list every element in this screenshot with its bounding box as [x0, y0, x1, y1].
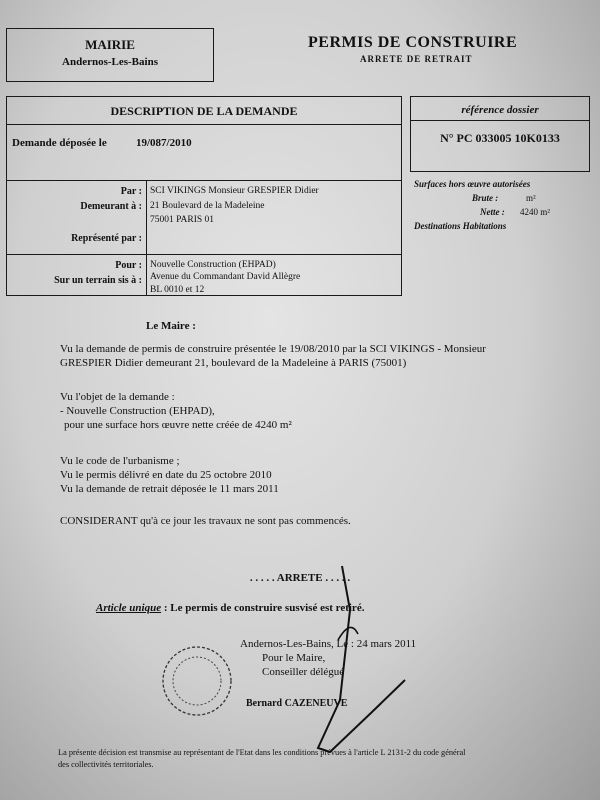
article-label: Article unique — [96, 602, 162, 614]
par-label: Par : — [120, 186, 142, 197]
vu-demande-line1: Vu la demande de permis de construire présentée le 19/08/2010 par la SCI VIKINGS - Monsieur — [60, 343, 486, 355]
signature-conseiller: Conseiller délégué — [262, 666, 345, 678]
signature-pour-maire: Pour le Maire, — [262, 652, 326, 664]
article-unique — [96, 602, 364, 614]
signature-place-date: Andernos-Les-Bains, Le : 24 mars 2011 — [240, 638, 417, 650]
objet-line2: - Nouvelle Construction (EHPAD), — [60, 405, 215, 417]
par-value: SCI VIKINGS Monsieur GRESPIER Didier — [150, 186, 319, 196]
surfaces-nette-value: 4240 m² — [520, 207, 550, 217]
arrete-heading: . . . . . ARRETE . . . . . — [249, 572, 351, 584]
vu-code: Vu le code de l'urbanisme ; — [60, 455, 180, 467]
mairie-town: Andernos-Les-Bains — [62, 56, 158, 68]
considerant: CONSIDERANT qu'à ce jour les travaux ne sont pas commencés. — [60, 515, 351, 527]
mairie-title: MAIRIE — [85, 37, 135, 52]
document-title: PERMIS DE CONSTRUIRE — [308, 34, 518, 51]
vu-demande-line2: GRESPIER Didier demeurant 21, boulevard de la Madeleine à PARIS (75001) — [60, 357, 407, 369]
pour-label: Pour : — [115, 260, 142, 271]
demeurant-line2: 75001 PARIS 01 — [150, 215, 215, 225]
handwritten-signature — [318, 566, 405, 752]
terrain-line2: BL 0010 et 12 — [150, 285, 205, 295]
footer-line1: La présente décision est transmise au représentant de l'Etat dans les conditions prévues à l'article L 2131-2 du code général — [58, 748, 466, 757]
surfaces-nette-label: Nette : — [480, 207, 505, 217]
vu-permis: Vu le permis délivré en date du 25 octobre 2010 — [60, 469, 272, 481]
deposit-date: 19/087/2010 — [136, 137, 192, 149]
description-title: DESCRIPTION DE LA DEMANDE — [110, 104, 298, 118]
objet-line1: Vu l'objet de la demande : — [60, 391, 175, 403]
demeurant-line1: 21 Boulevard de la Madeleine — [150, 201, 265, 211]
surfaces-destinations: Destinations Habitations — [414, 221, 507, 231]
le-maire: Le Maire : — [146, 320, 196, 332]
vu-retrait: Vu la demande de retrait déposée le 11 mars 2011 — [60, 483, 279, 495]
demeurant-label: Demeurant à : — [80, 201, 142, 212]
pour-value: Nouvelle Construction (EHPAD) — [150, 260, 276, 270]
terrain-label: Sur un terrain sis à : — [54, 275, 142, 286]
article-text: : Le permis de construire susvisé est retiré. — [161, 602, 365, 614]
represente-label: Représenté par : — [71, 233, 142, 244]
official-stamp-inner — [173, 657, 221, 705]
surfaces-brute-label: Brute : — [472, 193, 499, 203]
objet-line3: pour une surface hors œuvre nette créée de 4240 m² — [64, 419, 292, 431]
official-stamp-outer — [163, 647, 231, 715]
reference-number: N° PC 033005 10K0133 — [440, 131, 560, 145]
reference-label: référence dossier — [461, 104, 539, 116]
signature-name: Bernard CAZENEUVE — [246, 698, 348, 709]
footer-line2: des collectivités territoriales. — [58, 760, 154, 769]
document-subtitle: ARRETE DE RETRAIT — [360, 54, 473, 64]
terrain-line1: Avenue du Commandant David Allègre — [150, 272, 301, 282]
deposit-label: Demande déposée le — [12, 137, 107, 149]
surfaces-brute-unit: m² — [526, 193, 536, 203]
surfaces-title: Surfaces hors œuvre autorisées — [414, 179, 531, 189]
